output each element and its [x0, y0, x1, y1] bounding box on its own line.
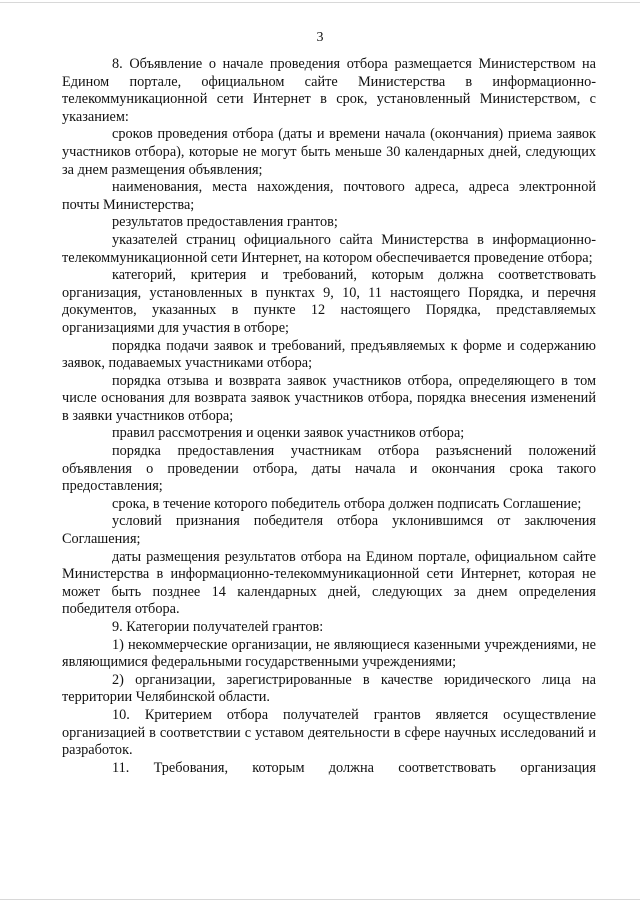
paragraph-9-heading: 9. Категории получателей грантов: [112, 619, 324, 635]
scan-edge-top [0, 2, 640, 3]
list-item-clarifications: порядка предоставления участникам отбора разъяснений положений объявления о проведении отбора, даты начала и окончания срока такого предоставления; [62, 443, 596, 495]
list-item-ministry-contacts: наименования, места нахождения, почтового адреса, адреса электронной почты Министерства; [62, 179, 596, 213]
paragraph-8-announcement: 8. Объявление о начале проведения отбора размещается Министерством на Едином портале, официальном сайте Министерства в информационно-телекоммуникационной сети Интернет в срок, установленный Министерством, с указанием: [62, 56, 596, 125]
list-item-grant-results: результатов предоставления грантов; [112, 214, 338, 231]
scan-edge-bottom [0, 899, 640, 900]
list-item-evasion-conditions: условий признания победителя отбора уклонившимся от заключения Соглашения; [62, 513, 596, 548]
paragraph-9-item-2: 2) организации, зарегистрированные в качестве юридического лица на территории Челябинской области. [62, 671, 596, 706]
document-body [62, 56, 596, 777]
list-item-signing-deadline: срока, в течение которого победитель отбора должен подписать Соглашение; [112, 495, 582, 512]
list-item-withdrawal-procedure: порядка отзыва и возврата заявок участников отбора, определяющего в том числе основания для возврата заявок участников отбора, порядка внесения изменений в заявки участников отбора; [62, 372, 596, 424]
page-number: 3 [316, 30, 324, 45]
list-item-deadlines: сроков проведения отбора (даты и времени начала (окончания) приема заявок участников отбора), которые не могут быть меньше 30 календарных дней, следующих за днем размещения объявления; [62, 126, 596, 178]
list-item-categories-criteria: категорий, критерия и требований, которым должна соответствовать организация, установленных в пунктах 9, 10, 11 настоящего Порядка, и перечня документов, указанных в пункте 12 настоящего Порядка, представляемых организациями для участия в отборе; [62, 267, 596, 336]
list-item-application-procedure: порядка подачи заявок и требований, предъявляемых к форме и содержанию заявок, подаваемых участниками отбора; [62, 337, 596, 372]
paragraph-9-item-1: 1) некоммерческие организации, не являющиеся казенными учреждениями, не являющимися федеральными государственными учреждениями; [62, 636, 596, 671]
paragraph-11-requirements: 11. Требования, которым должна соответствовать организация [112, 759, 596, 776]
list-item-results-publication: даты размещения результатов отбора на Едином портале, официальном сайте Министерства в информационно-телекоммуникационной сети Интернет, которая не может быть позднее 14 календарных дней, следующих за днем определения победителя отбора. [62, 548, 596, 618]
paragraph-10-criterion: 10. Критерием отбора получателей грантов является осуществление организацией в соответствии с уставом деятельности в сфере научных исследований и разработок. [62, 706, 596, 759]
list-item-website-pages: указателей страниц официального сайта Министерства в информационно-телекоммуникационной сети Интернет, на котором обеспечивается проведение отбора; [62, 231, 596, 266]
list-item-review-rules: правил рассмотрения и оценки заявок участников отбора; [112, 425, 465, 442]
